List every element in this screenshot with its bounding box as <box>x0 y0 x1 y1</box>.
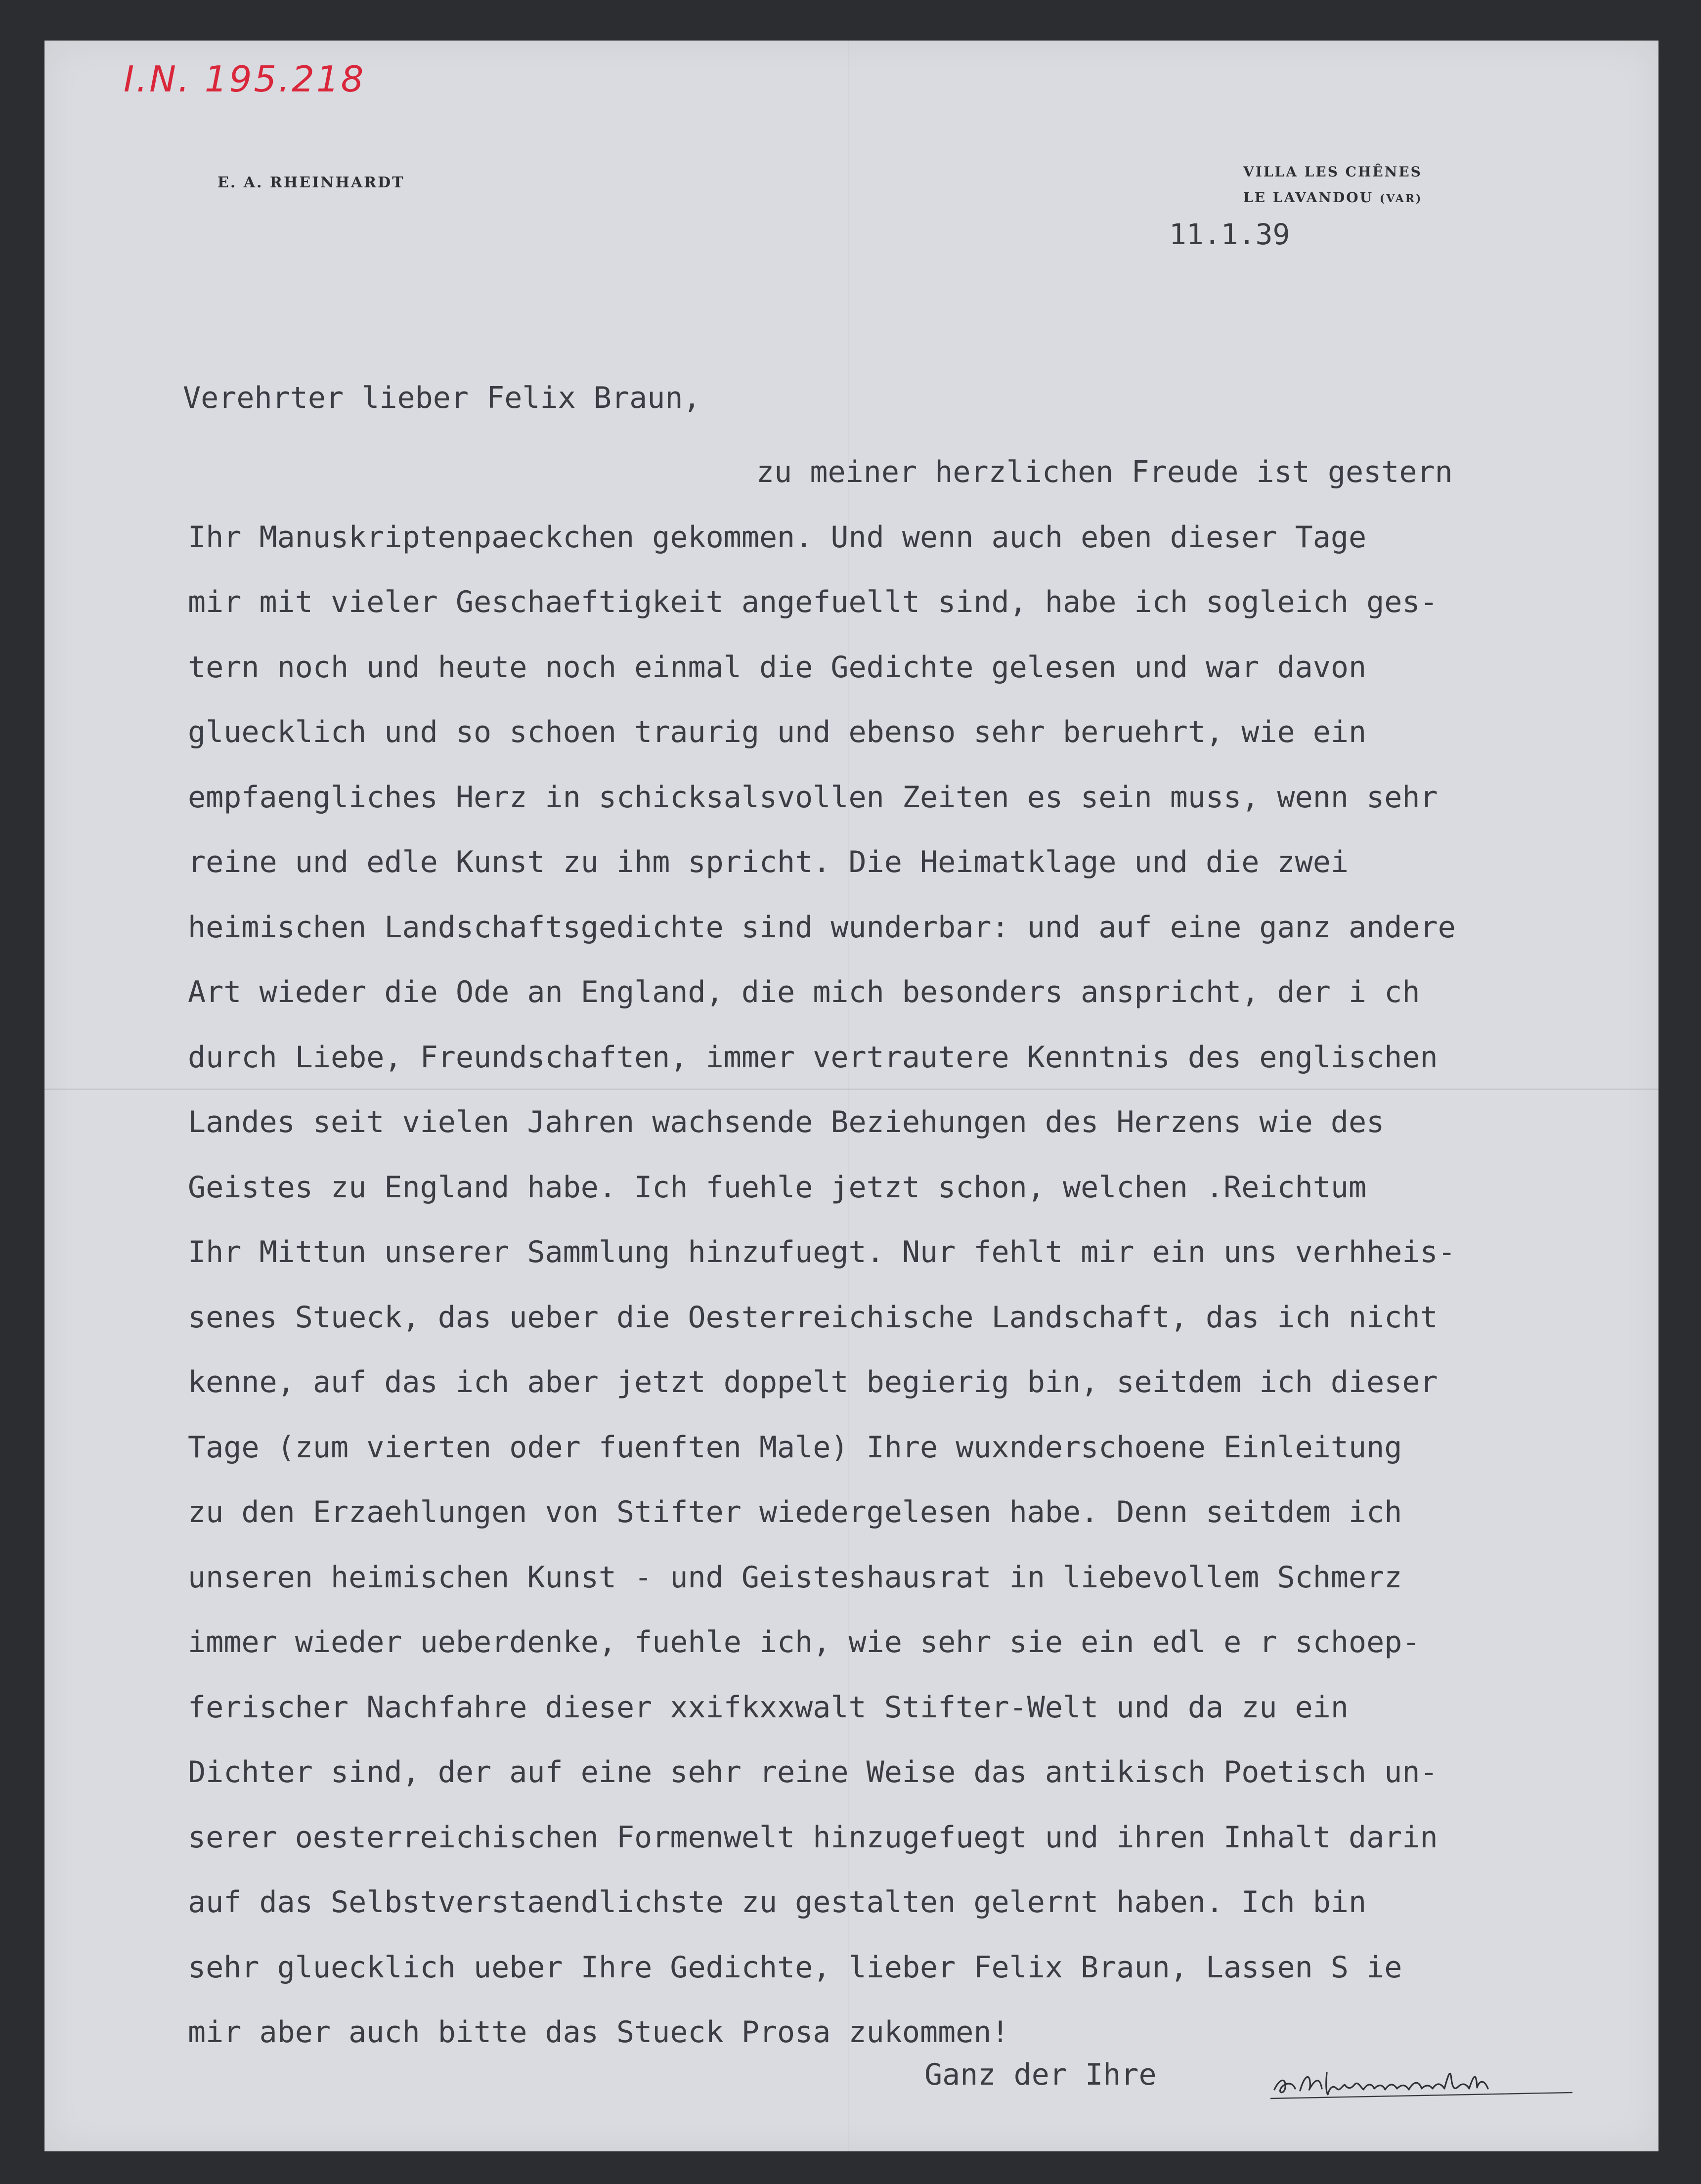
body-line: serer oesterreichischen Formenwelt hinzugefuegt und ihren Inhalt darin <box>188 1820 1438 1855</box>
body-line: Geistes zu England habe. Ich fuehle jetzt schon, welchen .Reichtum <box>188 1170 1367 1205</box>
body-line: Landes seit vielen Jahren wachsende Beziehungen des Herzens wie des <box>188 1105 1385 1139</box>
body-line: Dichter sind, der auf eine sehr reine Weise das antikisch Poetisch un- <box>188 1755 1438 1790</box>
body-line: Art wieder die Ode an England, die mich besonders anspricht, der i ch <box>188 975 1420 1009</box>
archive-number: I.N. 195.218 <box>124 58 366 100</box>
letter-body <box>188 440 1602 2065</box>
address-line-1: VILLA LES CHÊNES <box>1243 164 1422 180</box>
body-line: ferischer Nachfahre dieser xxifkxxwalt Stifter-Welt und da zu ein <box>188 1690 1349 1725</box>
body-line: empfaengliches Herz in schicksalsvollen Zeiten es sein muss, wenn sehr <box>188 780 1438 815</box>
letter-date: 11.1.39 <box>1169 218 1290 251</box>
body-line: sehr gluecklich ueber Ihre Gedichte, lieber Felix Braun, Lassen S ie <box>188 1950 1402 1985</box>
address-region: (VAR) <box>1379 192 1423 205</box>
body-line: durch Liebe, Freundschaften, immer vertrautere Kenntnis des englischen <box>188 1040 1438 1075</box>
signature-stroke <box>1274 2073 1488 2095</box>
address-town: LE LAVANDOU <box>1243 189 1374 206</box>
body-line: reine und edle Kunst zu ihm spricht. Die Heimatklage und die zwei <box>188 845 1349 879</box>
signature-underline <box>1270 2093 1572 2098</box>
body-line: kenne, auf das ich aber jetzt doppelt begierig bin, seitdem ich dieser <box>188 1365 1438 1399</box>
body-line: heimischen Landschaftsgedichte sind wunderbar: und auf eine ganz andere <box>188 910 1456 945</box>
body-line: unseren heimischen Kunst - und Geisteshausrat in liebevollem Schmerz <box>188 1560 1402 1595</box>
body-line: gluecklich und so schoen traurig und ebenso sehr beruehrt, wie ein <box>188 715 1367 749</box>
body-line: mir aber auch bitte das Stueck Prosa zukommen! <box>188 2015 1009 2050</box>
body-line: auf das Selbstverstaendlichste zu gestalten gelernt haben. Ich bin <box>188 1885 1367 1920</box>
body-line: mir mit vieler Geschaeftigkeit angefuellt sind, habe ich sogleich ges- <box>188 585 1438 619</box>
closing: Ganz der Ihre <box>924 2057 1157 2092</box>
address-line-2 <box>1243 185 1422 212</box>
body-line: senes Stueck, das ueber die Oesterreichische Landschaft, das ich nicht <box>188 1300 1438 1335</box>
body-line: immer wieder ueberdenke, fuehle ich, wie sehr sie ein edl e r schoep- <box>188 1625 1420 1660</box>
body-line: tern noch und heute noch einmal die Gedichte gelesen und war davon <box>188 650 1367 685</box>
salutation: Verehrter lieber Felix Braun, <box>183 381 701 415</box>
body-line: Ihr Manuskriptenpaeckchen gekommen. Und wenn auch eben dieser Tage <box>188 520 1367 555</box>
handwritten-signature <box>1270 2059 1577 2103</box>
body-line: zu meiner herzlichen Freude ist gestern <box>756 455 1453 489</box>
letterhead-address <box>1243 159 1422 212</box>
body-line: Tage (zum vierten oder fuenften Male) Ihre wuxnderschoene Einleitung <box>188 1430 1402 1465</box>
body-line: Ihr Mittun unserer Sammlung hinzufuegt. Nur fehlt mir ein uns verhheis- <box>188 1235 1456 1269</box>
body-line: zu den Erzaehlungen von Stifter wiedergelesen habe. Denn seitdem ich <box>188 1495 1402 1529</box>
letterhead-name: E. A. RHEINHARDT <box>218 174 405 191</box>
